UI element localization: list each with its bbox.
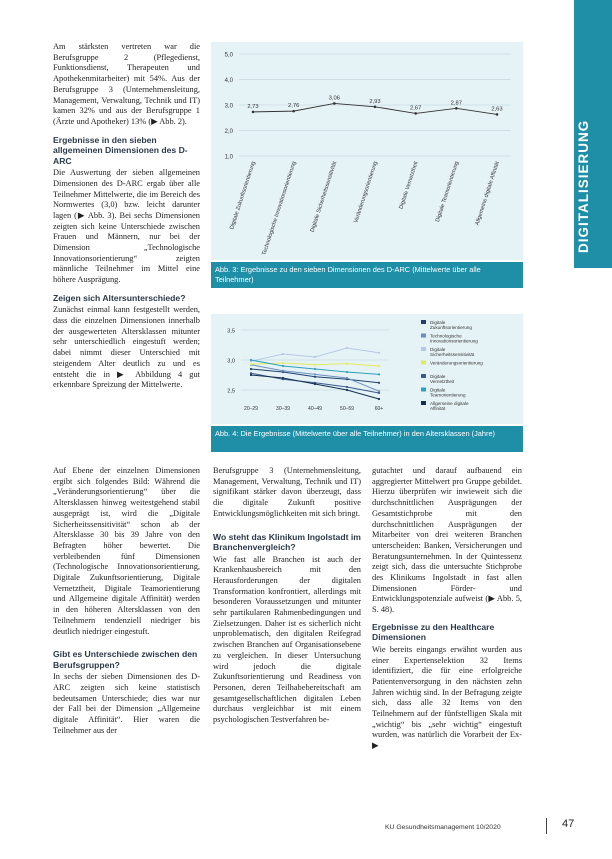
data-point (346, 363, 348, 365)
column-2 (213, 466, 361, 729)
column-3 (372, 466, 522, 755)
data-point (252, 111, 255, 114)
col1-paragraph-2: Die Auswertung der sieben allgemeinen Dimensionen des D-ARC ergab über alle Teilnehmer Mittelwerte, die im Bereich des Normwertes (3,0) bzw. leicht darunter lagen (▶ Abb. 3). Bei sechs Dimensionen zeigten sich keine Unterschiede zwischen Frauen und Männern, nur bei der Dimension „Technologische Innovationsorientierung“ zeigten männliche Teilnehmer im Mittel eine höhere Ausprägung. (53, 168, 200, 285)
data-label: 2,93 (369, 98, 381, 105)
col3-heading-1: Ergebnisse zu den Healthcare Dimensionen (372, 621, 495, 643)
y-tick-label: 3,5 (227, 328, 235, 335)
y-tick-label: 5,0 (224, 52, 233, 59)
series-line (251, 360, 379, 374)
col2-paragraph-2: Wie fast alle Branchen ist auch der Krankenhausbereich mit den Herausforderungen der digitalen Transformation konfrontiert, allerdings mit besonderen Voraussetzungen und mitunter sehr partikularen Rahmenbedingungen und Zielsetzungen. Daher ist es sicherlich nicht unproblematisch, den digitalen Reifegrad zwischen Branchen auf Organisationsebene zu vergleichen. In dieser Untersuchung wird jedoch die digitale Zukunftsorientierung und Readiness von Personen, deren Teilhabebereitschaft am gesamtgesellschaftlichen digitalen Leben durchaus vergleichbar ist mit einem psychologischen Testverfahren be- (213, 554, 361, 725)
data-point (282, 353, 284, 355)
figure-4-chart (211, 314, 523, 424)
col1-paragraph-3: Zunächst einmal kann festgestellt werden, dass die einzelnen Dimensionen innerhalb der ausgewerteten Altersklassen mitunter sehr unterschiedlich eingestuft werden; dabei nimmt dieser Unterschied mit steigendem Alter deutlich zu und es entsteht die in ▶ Abbildung 4 gut erkennbare Spreizung der Mittelwerte. (53, 305, 200, 390)
y-tick-label: 3,0 (227, 358, 235, 365)
y-tick-label: 4,0 (224, 78, 233, 84)
data-label: 2,63 (491, 106, 503, 113)
data-point (378, 398, 380, 400)
data-point (378, 382, 380, 384)
data-point (314, 373, 316, 375)
page-number: 47 (562, 818, 575, 830)
col1-heading-1: Ergebnisse in den sieben allgemeinen Dimensionen des D-ARC (53, 134, 188, 166)
column-1-top (53, 42, 200, 394)
data-label: 3,06 (328, 95, 340, 102)
y-tick-label: 1,0 (224, 154, 233, 161)
journal-name: KU Gesundheitsmanagement 10/2020 (385, 824, 501, 831)
figure-3 (211, 42, 523, 260)
data-point (292, 110, 295, 113)
data-point (346, 371, 348, 373)
col2-paragraph-1: Berufsgruppe 3 (Unternehmensleitung, Management, Verwaltung, Technik und IT) signifikant stärker davon überzeugt, dass die digitale Zukunft positive Entwicklungsmöglichkeiten mit sich bringt. (213, 466, 361, 518)
col2-heading-1: Wo steht das Klinikum Ingolstadt im Branchenvergleich? (213, 531, 361, 553)
data-label: 2,73 (247, 103, 259, 110)
data-point (455, 107, 458, 110)
y-tick-label: 2,5 (227, 388, 235, 395)
data-point (378, 352, 380, 354)
col3-paragraph-1: gutachtet und darauf aufbauend ein aggregierter Mittelwert pro Gruppe gebildet. Hierzu überprüfen wir inwieweit sich die durchschnittlichen Ausprägungen der Gesamtstichprobe mit den durchschnittlichen Ausprägungen der Mitarbeiter von drei weiteren Branchen unterscheiden: Banken, Versicherungen und Beratungsunternehmen. In der Quintessenz zeigt sich, dass die untersuchte Stichprobe des Klinikums Ingolstadt in fast allen Dimensionen Förder- und Entwicklungspotenziale aufweist (▶ Abb. 5, S. 48). (372, 466, 522, 615)
x-tick-label: 20–29 (244, 406, 258, 412)
data-label: 2,87 (450, 100, 462, 107)
legend-swatch (421, 334, 426, 338)
figure-3-chart (211, 42, 523, 260)
legend-label: Digitale Vernetztheit (430, 374, 455, 384)
x-tick-label: 30–39 (276, 406, 290, 412)
data-point (282, 365, 284, 367)
legend-swatch (421, 320, 426, 324)
legend-swatch (421, 347, 426, 351)
x-tick-label: Veränderungsorientierung (353, 160, 379, 224)
data-point (314, 356, 316, 358)
data-point (346, 347, 348, 349)
legend-label: Allgemeine digitale Affinität (430, 401, 469, 411)
data-point (378, 392, 380, 394)
side-tab (574, 0, 612, 268)
col1-paragraph-5: In sechs der sieben Dimensionen des D-ARC zeigten sich keine statistisch bedeutsamen Unterschiede; dies war nur der Fall bei der Dimension „Allgemeine digitale Affinität“. Hier waren die Teilnehmer aus der (53, 672, 200, 735)
figure-4 (211, 314, 523, 424)
legend-label: Digitale Sicherheitssensitivität (430, 347, 475, 357)
data-point (282, 362, 284, 364)
y-tick-label: 3,0 (224, 103, 233, 110)
data-point (496, 113, 499, 116)
x-tick-label: 60+ (374, 406, 384, 412)
y-tick-label: 2,0 (224, 129, 233, 135)
side-tab-label: DIGITALISIERUNG (576, 119, 591, 253)
data-point (414, 112, 417, 115)
x-tick-label: Allgemeine digitale Affinität (474, 160, 501, 227)
legend-label: Digitale Teamorientierung (430, 387, 466, 398)
x-tick-label: Technologische Innovationsorientierung (261, 160, 298, 257)
data-point (314, 383, 316, 385)
legend-label: Technologische Innovationsorientierung (430, 333, 478, 344)
legend-swatch (421, 361, 426, 365)
data-point (333, 102, 336, 105)
col3-paragraph-2: Wie bereits eingangs erwähnt wurden aus einer Expertenselektion 32 Items identifiziert, die für eine erfolgreiche Patientenversorgung in den nächsten zehn Jahren wichtig sind. In der Befragung zeigte sich, dass alle 32 Items von den Teilnehmern auf der fünfstelligen Skala mit „wichtig“ bis „sehr wichtig“ eingestuft wurden, was natürlich die Vorarbeit der Ex- ▶ (372, 644, 522, 751)
data-label: 2,67 (410, 105, 422, 112)
figure-3-caption: Abb. 3: Ergebnisse zu den sieben Dimensionen des D-ARC (Mittelwerte über alle Teilnehmer) (211, 262, 523, 288)
legend-swatch (421, 374, 426, 378)
data-point (314, 364, 316, 366)
data-point (346, 377, 348, 379)
figure-4-caption: Abb. 4: Die Ergebnisse (Mittelwerte über alle Teilnehmer) in den Altersklassen (Jahre) (211, 426, 523, 452)
x-tick-label: 40–49 (308, 406, 322, 412)
data-point (282, 370, 284, 372)
series-line (251, 375, 379, 399)
data-label: 2,76 (288, 103, 300, 110)
series-line (251, 348, 379, 361)
x-tick-label: 50–59 (340, 406, 354, 412)
legend-label: Veränderungsorientierung (430, 360, 483, 366)
col1-paragraph-1: Am stärksten vertreten war die Berufsgruppe 2 (Pflegedienst, Funktionsdienst, Therapeuten und Apothekenmitarbeiter) mit 54%. Aus der Berufsgruppe 3 (Unternehmensleitung, Management, Verwaltung, Technik und IT) kamen 32% und aus der Berufsgruppe 1 (Ärzte und Apotheker) 13% (▶ Abb. 2). (53, 42, 200, 126)
data-point (282, 377, 284, 379)
data-point (314, 368, 316, 370)
legend-swatch (421, 401, 426, 405)
x-tick-label: Digitale Teamorientierung (434, 160, 461, 223)
data-point (378, 365, 380, 367)
col1-heading-2: Zeigen sich Altersunterschiede? (53, 292, 186, 303)
data-point (374, 105, 377, 108)
data-point (250, 368, 252, 370)
data-point (378, 373, 380, 375)
legend-label: Digitale Zukunftsorientierung (430, 320, 472, 330)
x-tick-label: Digitale Sicherheitssensitivität (309, 160, 339, 233)
col1-heading-3: Gibt es Unterschiede zwischen den Berufsgruppen? (53, 649, 198, 670)
data-point (346, 389, 348, 391)
column-1-bottom (53, 466, 200, 739)
x-tick-label: Digitale Vernetztheit (398, 160, 420, 210)
data-point (250, 374, 252, 376)
data-point (250, 363, 252, 365)
data-point (250, 359, 252, 361)
x-tick-label: Digitale Zukunftsorientierung (229, 160, 257, 231)
legend-swatch (421, 388, 426, 392)
footer-separator (546, 818, 547, 834)
data-point (346, 386, 348, 388)
data-point (314, 376, 316, 378)
col1-paragraph-4: Auf Ebene der einzelnen Dimensionen ergibt sich folgendes Bild: Während die „Veränderungsorientierung“ über die Altersklassen hinweg weitestgehend stabil ausgeprägt ist, wird die „Digitale Sicherheitssensitivität“ schon ab der Altersklasse 30 bis 39 Jahre von den Befragten höher bewertet. Die verbleibenden fünf Dimensionen (Technologische Innovationsorientierung, Digitale Zukunftsorientierung, Digitale Vernetztheit, Digitale Teamorientierung und Allgemeine digitale Affinität) werden in den höheren Altersklassen von den Teilnehmern tendenziell niedriger bis deutlich niedriger eingestuft. (53, 466, 200, 636)
